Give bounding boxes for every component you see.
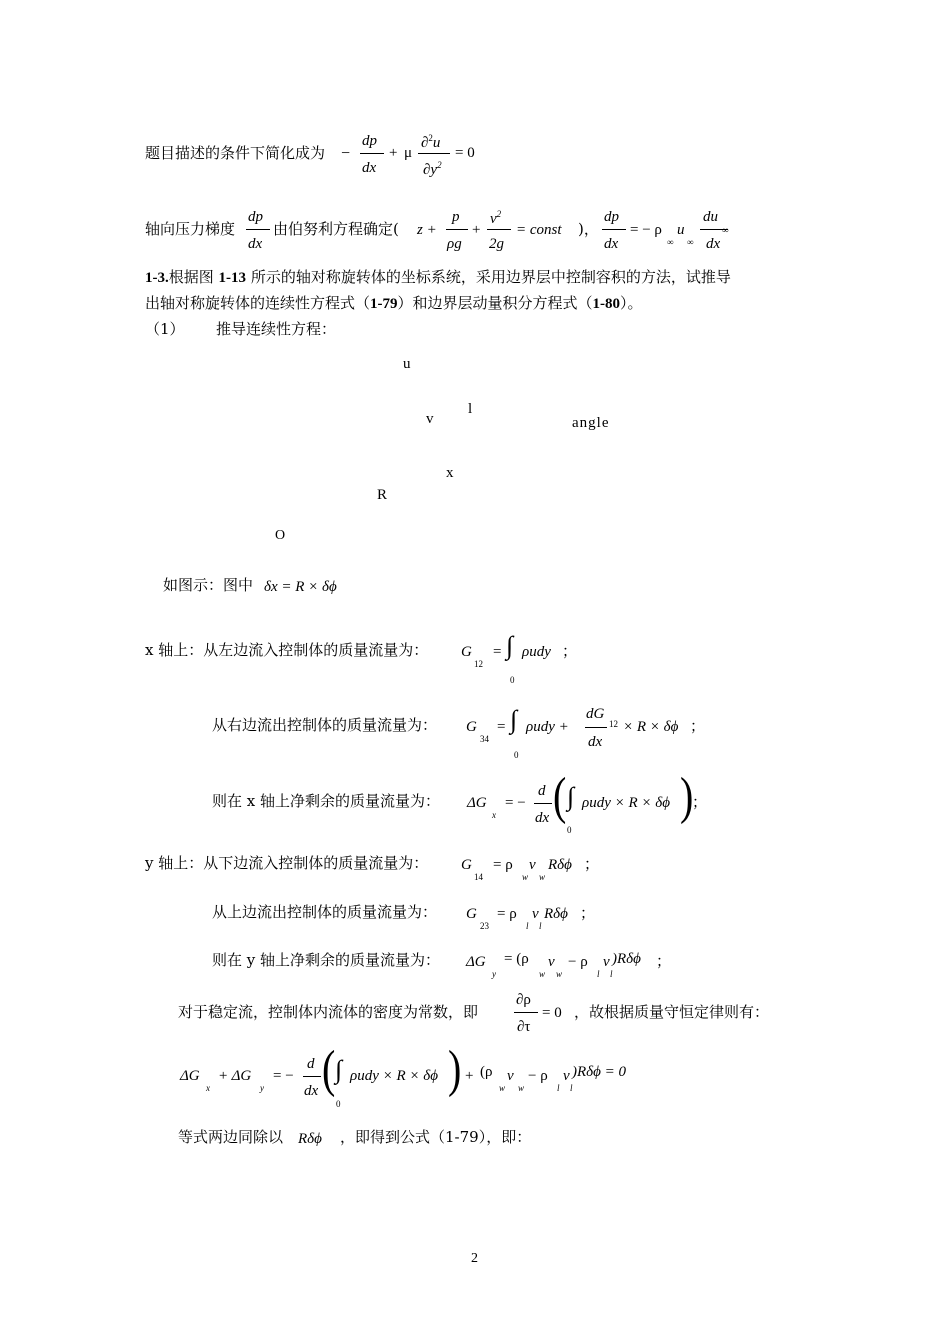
x-outflow-G: G [466,719,477,735]
x-outflow-label: 从右边流出控制体的质量流量为： [212,716,438,734]
y-net-mid: − ρ [568,954,588,970]
line1-den2: $\partial y^2$ [423,160,442,178]
line2-close: )， [578,220,599,238]
x-inflow-eq: = [493,644,502,660]
x-outflow-num-sub: 12 [609,719,618,729]
conclusion-text-a: 等式两边同除以 [178,1128,284,1146]
line2-d-sub: ∞ [722,225,729,235]
y-net-v2: v [603,954,610,970]
y-outflow-body: = ρ [497,906,517,922]
x-net-int-low: 0 [567,825,572,835]
figure-label-R: R [377,487,388,503]
x-outflow-integral: ∫ [510,705,518,734]
y-net-body: = (ρ [504,951,529,967]
x-inflow-body: ρudy [522,644,551,660]
steady-fracbar [514,1012,538,1013]
steady-den: ∂τ [517,1019,531,1035]
line1-fracbar1 [360,153,384,154]
steady-text-b: ，故根据质量守恒定律则有： [574,1003,770,1021]
y-inflow-v: v [529,857,536,873]
y-inflow-G: G [461,857,472,873]
y-net-u4: l [610,969,613,979]
sum-den: dx [304,1083,319,1099]
line2-eq: = − ρ [630,222,662,238]
y-inflow-label: y 轴上：从下边流入控制体的质量流量为： [145,854,429,872]
x-outflow-eq: = [497,719,506,735]
sum-int-low: 0 [336,1099,341,1109]
sum-paren2-open: (ρ [480,1064,493,1080]
line2-den-a: dx [248,236,263,252]
x-outflow-tail: × R × δϕ [623,719,679,735]
line2-fracbar-p [446,229,468,230]
x-outflow-fracbar [585,727,607,728]
x-net-paren-close: ) [680,766,694,825]
y-net-tail: )Rδϕ [612,951,641,967]
x-net-body: ρudy × R × δϕ [582,795,671,811]
y-inflow-s2: w [539,872,546,882]
y-net-v: v [548,954,555,970]
y-outflow-label: 从上边流出控制体的质量流量为： [212,903,438,921]
steady-eq: = 0 [542,1005,562,1021]
line2-num-p: p [452,209,460,225]
y-inflow-G-sub: 14 [474,872,483,882]
sum-s2: y [260,1083,264,1093]
y-inflow-s1: w [522,872,529,882]
sum-v1: v [507,1068,514,1084]
x-net-num: d [538,783,546,799]
sum-paren-open: ( [322,1039,336,1098]
x-net-eq: = − [505,795,526,811]
line2-text-b: 由伯努利方程确定( [273,220,399,238]
figure-label-O: O [275,528,286,543]
y-outflow-G: G [466,906,477,922]
x-net-end: ； [692,793,708,811]
figure-label-u: u [403,356,411,372]
sum-l1: l [557,1083,560,1093]
line1-num1: dp [362,133,377,149]
line2-plus: + [472,222,481,238]
x-net-label: 则在 x 轴上净剩余的质量流量为： [212,792,440,810]
y-outflow-v: v [532,906,539,922]
sum-v2: v [563,1068,570,1084]
x-net-paren-open: ( [553,766,567,825]
problem-line1: 1-3.根据图 1-13 所示的轴对称旋转体的坐标系统，采用边界层中控制容积的方法，试推导 [145,268,731,286]
sum-eq: = − [273,1068,294,1084]
y-net-u2: w [556,969,563,979]
x-net-G-sub: x [492,810,496,820]
y-net-G: ΔG [466,954,486,970]
line1-num2: ∂$^2$u [421,133,441,151]
line1-eq: = 0 [455,145,475,161]
x-outflow-body: ρudy + [526,719,569,735]
x-net-den: dx [535,810,550,826]
sum-mid: − ρ [528,1068,548,1084]
line2-fracbar-a [246,229,270,230]
sum-s1: x [206,1083,210,1093]
y-net-u1: w [539,969,546,979]
line2-num-v: $v^2$ [490,209,502,227]
line2-den-d: dx [706,236,721,252]
line1-fracbar2 [418,153,450,154]
line2-fracbar-v [487,229,511,230]
x-outflow-num: dG [586,706,605,722]
y-net-u3: l [597,969,600,979]
line2-fracbar-c [602,229,626,230]
line1-text: 题目描述的条件下简化成为 [145,144,326,162]
x-outflow-den: dx [588,734,603,750]
y-outflow-tail: Rδϕ [544,906,568,922]
x-inflow-G: G [461,644,472,660]
line1-minus: − [341,145,351,162]
conclusion-text-b: ，即得到公式（1-79），即： [340,1128,532,1146]
figure-label-v: v [426,411,434,427]
y-inflow-end: ； [584,855,600,873]
x-outflow-end: ； [690,717,706,735]
figure-label-angle: angle [572,415,610,431]
line2-num-c: dp [604,209,619,225]
problem-line2: 出轴对称旋转体的连续性方程式（1-79）和边界层动量积分方程式（1-80）。 [145,294,643,312]
figure-label-x: x [446,465,454,481]
line2-text-a: 轴向压力梯度 [145,220,236,238]
y-net-label: 则在 y 轴上净剩余的质量流量为： [212,951,441,969]
sum-plus: + ΔG [218,1068,252,1084]
line2-u: u [677,222,685,238]
line1-mu: μ [404,145,413,161]
y-outflow-t1: l [526,921,529,931]
line2-rho-sub: ∞ [667,237,674,247]
line2-const: = const [516,222,562,238]
step1-text: 推导连续性方程： [216,320,337,338]
line1-den1: dx [362,160,377,176]
line2-den-v: 2g [489,236,504,252]
steady-text-a: 对于稳定流，控制体内流体的密度为常数，即 [178,1003,479,1021]
y-inflow-tail: Rδϕ [548,857,572,873]
y-net-end: ； [656,952,672,970]
sum-lhs: ΔG [180,1068,200,1084]
fig-note-eq: δx = R × δϕ [264,579,337,595]
x-inflow-end: ； [562,642,578,660]
fig-note-text: 如图示：图中 [163,576,254,594]
sum-plus2: + [465,1068,474,1084]
step1-number: （1） [145,320,185,338]
x-inflow-G-sub: 12 [474,659,483,669]
sum-num: d [307,1056,315,1072]
x-inflow-integral: ∫ [506,631,514,660]
y-outflow-end: ； [580,904,596,922]
line2-z: z + [417,222,437,238]
line1-plus: + [389,145,398,161]
sum-fracbar [303,1076,321,1077]
steady-num: ∂ρ [516,992,531,1008]
line2-num-a: dp [248,209,263,225]
x-net-fracbar [534,803,552,804]
x-inflow-int-low: 0 [510,675,515,685]
x-outflow-int-low: 0 [514,750,519,760]
y-outflow-t2: l [539,921,542,931]
sum-tail: )Rδϕ = 0 [572,1064,627,1080]
conclusion-eq: Rδϕ [298,1131,322,1147]
figure-label-l: l [468,401,473,417]
sum-w2: w [518,1083,525,1093]
line2-num-d: du [703,209,718,225]
sum-integral: ∫ [335,1055,343,1084]
x-outflow-G-sub: 34 [480,734,489,744]
page-number: 2 [471,1251,478,1266]
y-outflow-G-sub: 23 [480,921,489,931]
line2-u-sub: ∞ [687,237,694,247]
line2-den-c: dx [604,236,619,252]
x-net-G: ΔG [467,795,487,811]
sum-w1: w [499,1083,506,1093]
x-net-integral: ∫ [567,782,575,811]
y-inflow-body: = ρ [493,857,513,873]
sum-l2: l [570,1083,573,1093]
sum-body: ρudy × R × δϕ [350,1068,439,1084]
line2-den-p: ρg [447,236,462,252]
sum-paren-close: ) [448,1039,462,1098]
y-net-G-sub: y [492,969,496,979]
x-inflow-label: x 轴上：从左边流入控制体的质量流量为： [145,641,429,659]
